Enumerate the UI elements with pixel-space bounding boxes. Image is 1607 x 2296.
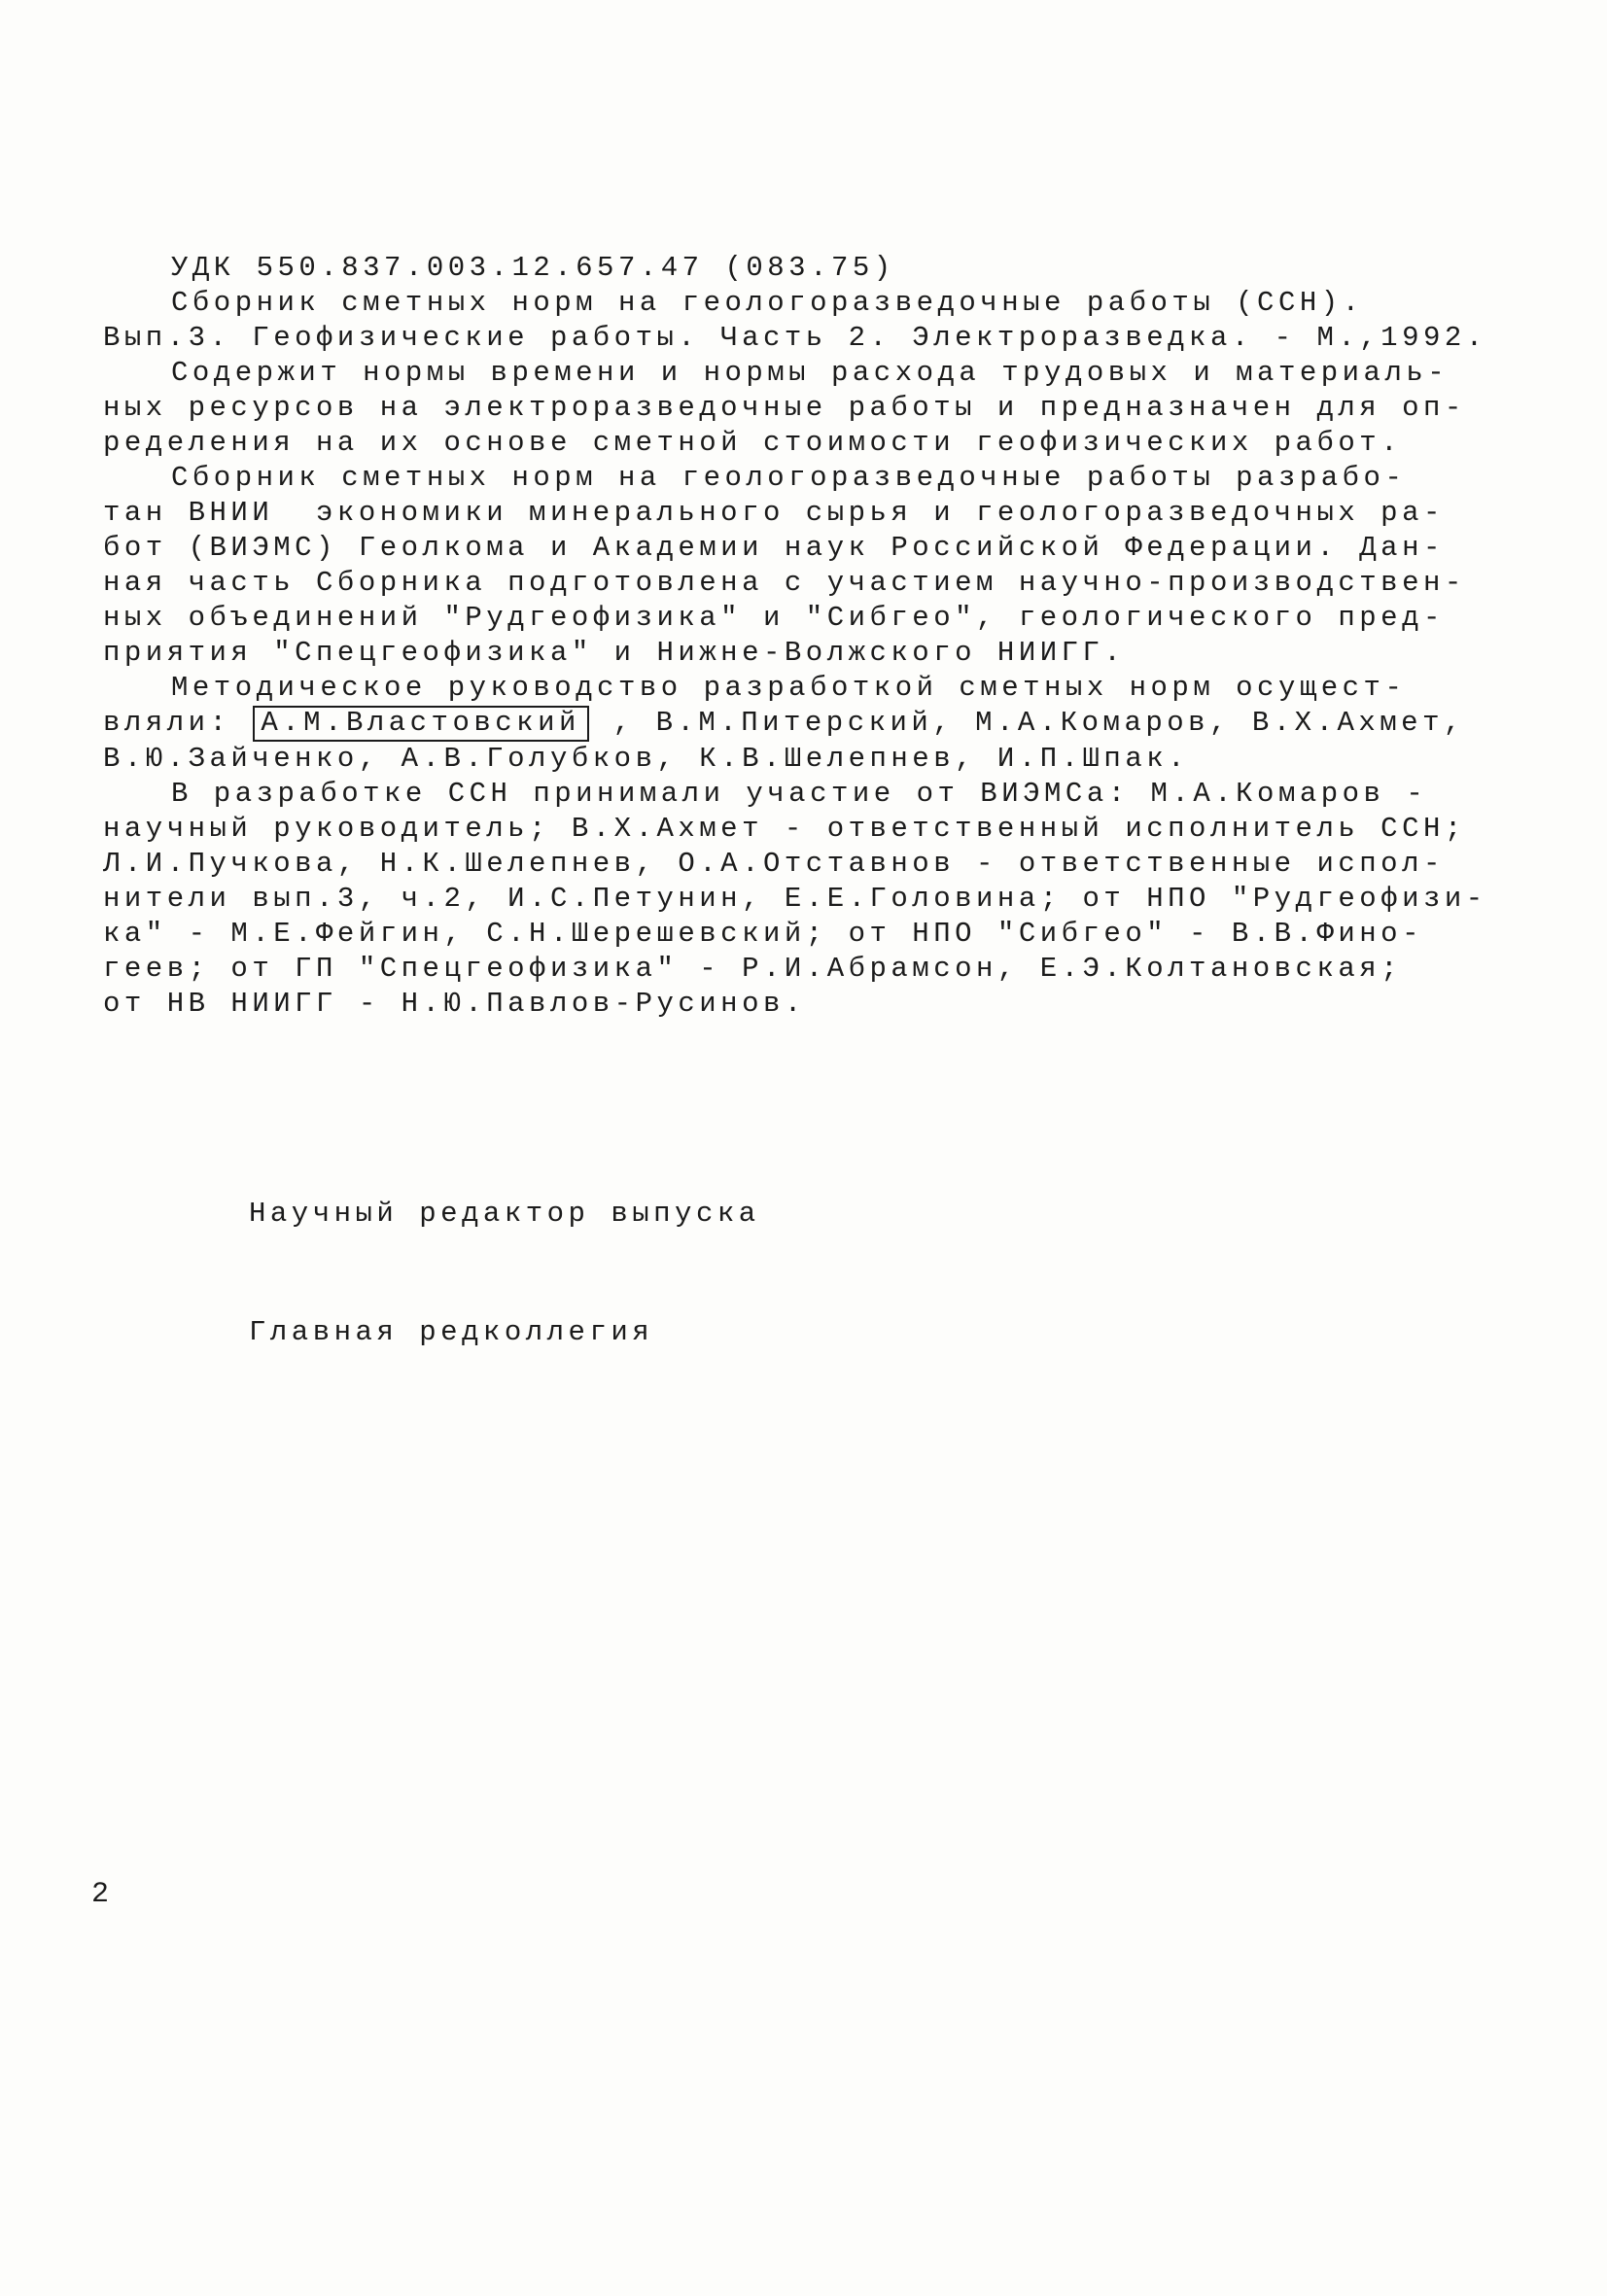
text-segment: ределения на их основе сметной стоимости геофизических работ. <box>103 427 1403 459</box>
text-line <box>103 777 1522 812</box>
text-line <box>103 636 1522 671</box>
text-line <box>103 706 1522 742</box>
text-segment: Сборник сметных норм на геологоразведочные работы (ССН). <box>171 287 1364 319</box>
text-segment: научный руководитель; В.Х.Ахмет - ответственный исполнитель ССН; <box>103 813 1466 845</box>
text-line <box>103 251 1522 286</box>
text-segment: Сборник сметных норм на геологоразведочные работы разрабо- <box>171 462 1407 494</box>
colophon <box>249 1132 760 1434</box>
text-segment: ка" - М.Е.Фейгин, С.Н.Шерешевский; от НПО "Сибгео" - В.В.Фино- <box>103 918 1423 950</box>
text-line <box>103 391 1522 426</box>
text-segment: от НВ НИИГГ - Н.Ю.Павлов-Русинов. <box>103 988 806 1020</box>
text-line <box>103 812 1522 847</box>
editorial-board-line: Главная редколлегия <box>249 1316 654 1348</box>
text-segment: В разработке ССН принимали участие от ВИЭМСа: М.А.Комаров - <box>171 778 1428 810</box>
text-segment: ных ресурсов на электроразведочные работы и предназначен для оп- <box>103 392 1466 424</box>
text-line <box>103 321 1522 356</box>
text-line <box>103 531 1522 566</box>
text-line <box>103 952 1522 987</box>
text-segment: Методическое руководство разработкой сметных норм осущест- <box>171 672 1407 704</box>
text-segment: ных объединений "Рудгеофизика" и "Сибгео", геологического пред- <box>103 602 1445 634</box>
text-segment: вляли: <box>103 707 253 739</box>
text-segment: геев; от ГП "Спецгеофизика" - Р.И.Абрамсон, Е.Э.Колтановская; <box>103 953 1403 985</box>
text-segment: Л.И.Пучкова, Н.К.Шелепнев, О.А.Отставнов - ответственные испол- <box>103 848 1445 880</box>
deceased-name-box: А.М.Властовский <box>253 706 589 742</box>
text-line <box>103 917 1522 952</box>
text-line <box>103 496 1522 531</box>
text-segment: В.Ю.Зайченко, А.В.Голубков, К.В.Шелепнев, И.П.Шпак. <box>103 743 1190 775</box>
text-line <box>103 847 1522 882</box>
text-segment: , В.М.Питерский, М.А.Комаров, В.Х.Ахмет, <box>591 707 1465 739</box>
text-segment: Вып.3. Геофизические работы. Часть 2. Электроразведка. - М.,1992. <box>103 322 1487 354</box>
text-line <box>103 566 1522 601</box>
text-line <box>103 286 1522 321</box>
science-editor-line: Научный редактор выпуска <box>249 1198 760 1230</box>
text-line <box>103 426 1522 461</box>
text-segment: тан ВНИИ экономики минерального сырья и геологоразведочных ра- <box>103 497 1445 529</box>
text-segment: бот (ВИЭМС) Геолкома и Академии наук Российской Федерации. Дан- <box>103 532 1445 564</box>
page-number: 2 <box>91 1878 112 1911</box>
text-line <box>103 601 1522 636</box>
text-line <box>103 356 1522 391</box>
text-segment: УДК 550.837.003.12.657.47 (083.75) <box>171 252 895 284</box>
text-segment: Содержит нормы времени и нормы расхода трудовых и материаль- <box>171 357 1450 389</box>
text-line <box>103 671 1522 706</box>
document-body <box>103 251 1522 1022</box>
text-line <box>103 882 1522 917</box>
text-segment: ная часть Сборника подготовлена с участием научно-производствен- <box>103 567 1466 599</box>
text-line <box>103 742 1522 777</box>
text-segment: нители вып.3, ч.2, И.С.Петунин, Е.Е.Головина; от НПО "Рудгеофизи- <box>103 883 1487 915</box>
text-segment: приятия "Спецгеофизика" и Нижне-Волжского НИИГГ. <box>103 637 1126 669</box>
text-line <box>103 987 1522 1022</box>
text-line <box>103 461 1522 496</box>
